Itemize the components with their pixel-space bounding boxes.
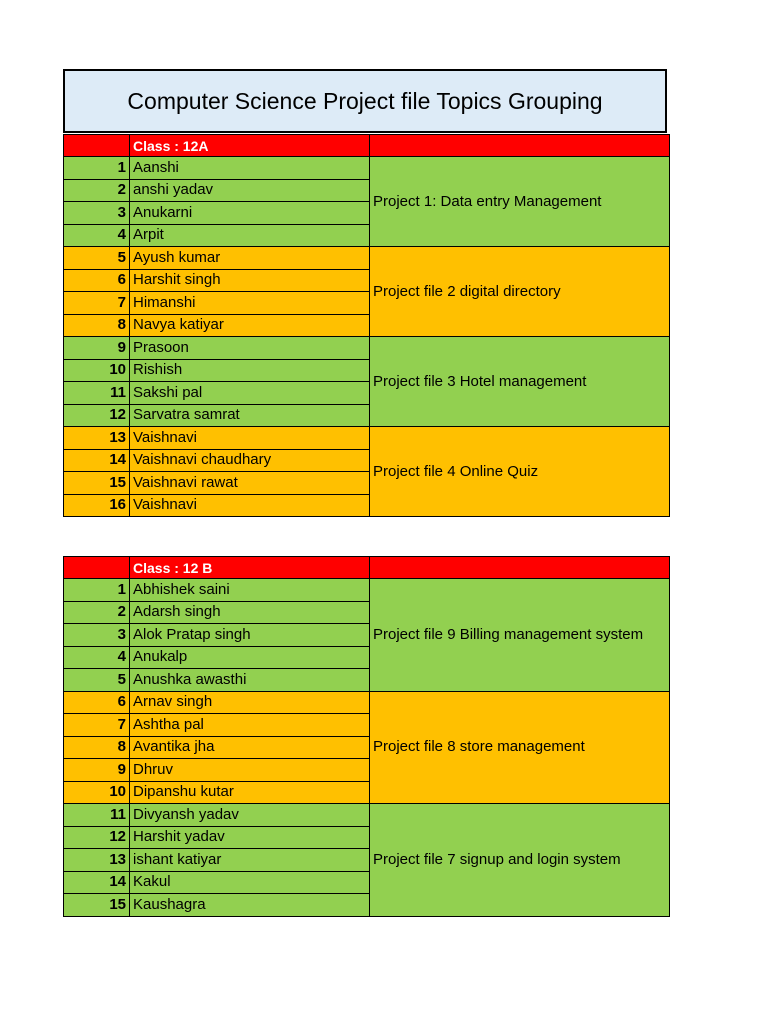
student-number-cell[interactable]: 14 <box>64 871 130 894</box>
student-name-cell[interactable]: Alok Pratap singh <box>130 624 370 647</box>
student-name-cell[interactable]: Abhishek saini <box>130 579 370 602</box>
student-name-cell[interactable]: Vaishnavi <box>130 427 370 450</box>
student-number-cell[interactable]: 3 <box>64 624 130 647</box>
student-number-cell[interactable]: 15 <box>64 894 130 917</box>
student-name-cell[interactable]: Ayush kumar <box>130 247 370 270</box>
student-name-cell[interactable]: Sakshi pal <box>130 382 370 405</box>
student-number-cell[interactable]: 9 <box>64 337 130 360</box>
student-number-cell[interactable]: 6 <box>64 691 130 714</box>
project-topic-cell[interactable]: Project file 8 store management <box>370 691 670 804</box>
student-name-cell[interactable]: ishant katiyar <box>130 849 370 872</box>
student-name-cell[interactable]: Anukalp <box>130 646 370 669</box>
student-number-cell[interactable]: 3 <box>64 202 130 225</box>
student-name-cell[interactable]: Harshit singh <box>130 269 370 292</box>
class-header-row <box>64 557 670 579</box>
student-number-cell[interactable]: 2 <box>64 179 130 202</box>
student-number-cell[interactable]: 2 <box>64 601 130 624</box>
student-number-cell[interactable]: 10 <box>64 781 130 804</box>
student-name-cell[interactable]: Arnav singh <box>130 691 370 714</box>
student-name-cell[interactable]: Himanshi <box>130 292 370 315</box>
student-number-cell[interactable]: 8 <box>64 314 130 337</box>
student-name-cell[interactable]: Arpit <box>130 224 370 247</box>
student-name-cell[interactable]: Kaushagra <box>130 894 370 917</box>
student-number-cell[interactable]: 1 <box>64 579 130 602</box>
student-number-cell[interactable]: 7 <box>64 714 130 737</box>
student-number-cell[interactable]: 11 <box>64 804 130 827</box>
student-name-cell[interactable]: Rishish <box>130 359 370 382</box>
student-name-cell[interactable]: Adarsh singh <box>130 601 370 624</box>
student-number-cell[interactable]: 8 <box>64 736 130 759</box>
student-number-cell[interactable]: 9 <box>64 759 130 782</box>
student-number-cell[interactable]: 11 <box>64 382 130 405</box>
student-number-cell[interactable]: 5 <box>64 669 130 692</box>
student-number-cell[interactable]: 7 <box>64 292 130 315</box>
student-name-cell[interactable]: Vaishnavi rawat <box>130 472 370 495</box>
student-number-cell[interactable]: 4 <box>64 646 130 669</box>
student-name-cell[interactable]: Kakul <box>130 871 370 894</box>
project-topic-cell[interactable]: Project file 4 Online Quiz <box>370 427 670 517</box>
student-row <box>64 157 670 180</box>
project-topic-cell[interactable]: Project 1: Data entry Management <box>370 157 670 247</box>
student-number-cell[interactable]: 1 <box>64 157 130 180</box>
student-number-cell[interactable]: 13 <box>64 427 130 450</box>
student-row <box>64 427 670 450</box>
project-topic-cell[interactable]: Project file 2 digital directory <box>370 247 670 337</box>
header-project-cell[interactable] <box>370 135 670 157</box>
student-number-cell[interactable]: 12 <box>64 404 130 427</box>
student-row <box>64 337 670 360</box>
header-number-cell[interactable] <box>64 557 130 579</box>
student-name-cell[interactable]: Dipanshu kutar <box>130 781 370 804</box>
student-name-cell[interactable]: Vaishnavi <box>130 494 370 517</box>
student-name-cell[interactable]: Dhruv <box>130 759 370 782</box>
sheet-title: Computer Science Project file Topics Grouping <box>63 69 667 133</box>
student-row <box>64 691 670 714</box>
student-name-cell[interactable]: Prasoon <box>130 337 370 360</box>
class-label[interactable]: Class : 12 B <box>130 557 370 579</box>
project-topic-cell[interactable]: Project file 3 Hotel management <box>370 337 670 427</box>
student-name-cell[interactable]: Navya katiyar <box>130 314 370 337</box>
student-row <box>64 247 670 270</box>
student-number-cell[interactable]: 12 <box>64 826 130 849</box>
student-name-cell[interactable]: Avantika jha <box>130 736 370 759</box>
student-name-cell[interactable]: Anukarni <box>130 202 370 225</box>
student-name-cell[interactable]: Sarvatra samrat <box>130 404 370 427</box>
student-row <box>64 579 670 602</box>
student-number-cell[interactable]: 10 <box>64 359 130 382</box>
project-topic-cell[interactable]: Project file 9 Billing management system <box>370 579 670 692</box>
student-name-cell[interactable]: anshi yadav <box>130 179 370 202</box>
header-number-cell[interactable] <box>64 135 130 157</box>
student-number-cell[interactable]: 16 <box>64 494 130 517</box>
student-row <box>64 804 670 827</box>
student-name-cell[interactable]: Aanshi <box>130 157 370 180</box>
student-number-cell[interactable]: 6 <box>64 269 130 292</box>
class-label[interactable]: Class : 12A <box>130 135 370 157</box>
student-number-cell[interactable]: 15 <box>64 472 130 495</box>
project-topic-cell[interactable]: Project file 7 signup and login system <box>370 804 670 917</box>
student-number-cell[interactable]: 13 <box>64 849 130 872</box>
student-number-cell[interactable]: 14 <box>64 449 130 472</box>
student-name-cell[interactable]: Anushka awasthi <box>130 669 370 692</box>
class-header-row <box>64 135 670 157</box>
student-name-cell[interactable]: Harshit yadav <box>130 826 370 849</box>
student-name-cell[interactable]: Vaishnavi chaudhary <box>130 449 370 472</box>
student-number-cell[interactable]: 5 <box>64 247 130 270</box>
class-12a-table <box>63 134 670 517</box>
student-name-cell[interactable]: Divyansh yadav <box>130 804 370 827</box>
class-12b-table <box>63 556 670 917</box>
student-name-cell[interactable]: Ashtha pal <box>130 714 370 737</box>
header-project-cell[interactable] <box>370 557 670 579</box>
student-number-cell[interactable]: 4 <box>64 224 130 247</box>
